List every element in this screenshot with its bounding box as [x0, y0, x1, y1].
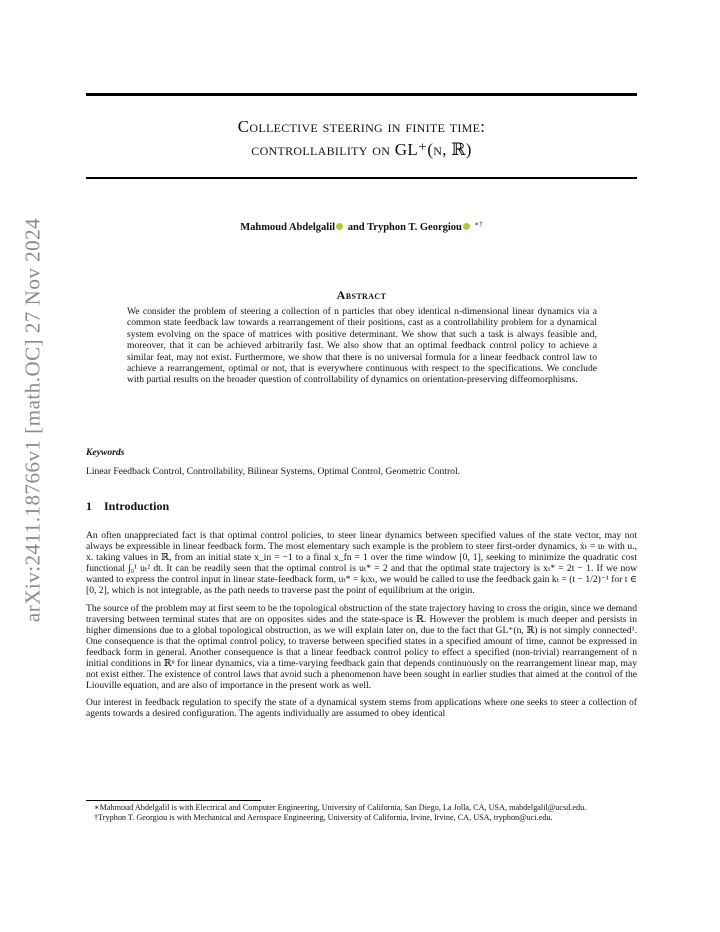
title-top-rule — [86, 93, 637, 96]
footnotes — [86, 803, 637, 823]
abstract-text: We consider the problem of steering a collection of n particles that obey identical n-dimensional linear dynamics via a common state feedback law towards a rearrangement of their positions, cast as a controllability problem for a dynamical system evolving on the space of matrices with positive determinant. We show that such a task is always feasible and, moreover, that it can be achieved arbitrarily fast. We also show that an optimal feedback control policy to achieve a similar feat, may not exist. Furthermore, we show that there is no universal formula for a linear feedback control law to achieve a rearrangement, optimal or not, that is everywhere continuous with respect to the specifications. We conclude with partial results on the broader question of controllability of dynamics on orientation-preserving diffeomorphisms. — [127, 306, 597, 386]
abstract-heading: Abstract — [336, 288, 387, 302]
arxiv-identifier — [8, 170, 58, 670]
author-1: Mahmoud Abdelgalil — [240, 222, 336, 233]
footnote-rule — [86, 800, 261, 801]
title-line-1: Collective steering in finite time: — [237, 117, 486, 136]
keywords-heading: Keywords — [86, 447, 125, 458]
orcid-icon[interactable] — [463, 223, 470, 230]
title-line-2: controllability on GL⁺(n, ℝ) — [251, 140, 472, 159]
author-conjunction: and — [347, 222, 365, 233]
section-number: 1 — [86, 499, 92, 513]
section-title: Introduction — [104, 499, 170, 513]
section-heading — [86, 499, 169, 514]
footnote-1: ∗Mahmoud Abdelgalil is with Electrical and Computer Engineering, University of California, San Diego, La Jolla, CA, USA, mabdelgalil@ucsd.edu. — [94, 803, 587, 812]
keywords-text: Linear Feedback Control, Controllability, Bilinear Systems, Optimal Control, Geometric Control. — [86, 466, 461, 477]
paragraph-1: An often unappreciated fact is that optimal control policies, to steer linear dynamics between specified values of the state vector, may not always be expressible in linear feedback form. The most elementary such example is the problem to steer first-order dynamics, ẋₜ = uₜ with u., x. taking values in ℝ, from an initial state x_in = −1 to a final x_fn = 1 over the time window [0, 1], seeking to minimize the quadratic cost functional ∫₀¹ uₜ² dt. It can be readily seen that the optimal control is uₜ* = 2 and that the optimal state trajectory is xₜ* = 2t − 1. If we now wanted to express the control input in linear state-feedback form, uₜ* = kₜxₜ, we would be called to use the feedback gain kₜ = (t − 1/2)⁻¹ for t ∈ [0, 2], which is not integrable, as the path needs to traverse past the point of equilibrium at the origin. — [86, 530, 637, 597]
paragraph-2: The source of the problem may at first seem to be the topological obstruction of the state trajectory having to cross the origin, since we demand traversing between terminal states that are on opposites sides and the state-space is ℝ. However the problem is much deeper and persists in higher dimensions due to a global topological obstruction, as we will explain later on, due to the fact that GL⁺(n, ℝ) is not simply connected¹. One consequence is that the optimal control policy, to traverse between specified states in a specified amount of time, cannot be expressed in feedback form in general. Another consequence is that a linear feedback control policy to effect a specified (non-trivial) rearrangement of n initial conditions in ℝⁿ for linear dynamics, via a time-varying feedback gain that depends continuously on the rearrangement linear map, may not exist either. The existence of control laws that avoid such a phenomenon have been sought in earlier studies that aimed at the control of the Liouville equation, and are also of importance in the present work as well. — [86, 602, 637, 692]
footnote-2: †Tryphon T. Georgiou is with Mechanical and Aerospace Engineering, University of California, Irvine, Irvine, CA, USA, tryphon@uci.edu. — [94, 813, 553, 822]
paragraph-3: Our interest in feedback regulation to specify the state of a dynamical system stems from applications where one seeks to steer a collection of agents towards a desired configuration. The agents individually are assumed to obey identical — [86, 697, 637, 720]
title-bottom-rule — [86, 177, 637, 179]
body-text — [86, 530, 637, 726]
author-list — [86, 220, 637, 233]
arxiv-identifier-text: arXiv:2411.18766v1 [math.OC] 27 Nov 2024 — [20, 217, 45, 623]
paper-title — [86, 115, 637, 161]
orcid-icon[interactable] — [336, 223, 343, 230]
author-footnote-mark: ∗† — [474, 220, 483, 228]
author-2: Tryphon T. Georgiou — [367, 222, 462, 233]
